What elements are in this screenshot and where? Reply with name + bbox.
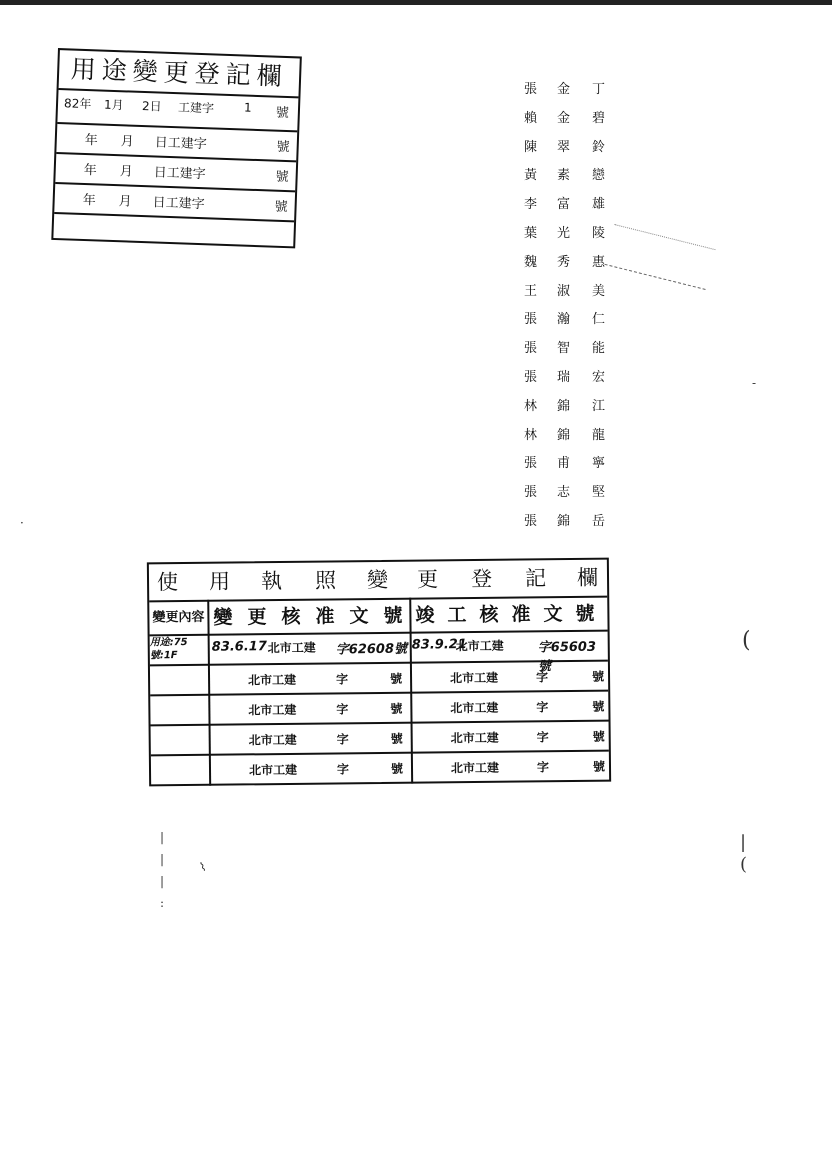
owner-name-row [516,337,616,366]
owner-name-char: 鈴 [592,139,606,155]
blank-approval-zi: 字 [336,732,349,747]
owner-name-row [516,222,616,251]
stamp-row1-office: 工建字 [177,100,215,116]
completion-header-char: 工 [447,604,467,627]
register-rule [151,750,609,757]
stamp-row-office: 日工建字 [152,195,205,213]
approval-header-char: 核 [281,605,301,629]
register-title-char: 欄 [576,565,599,590]
scan-top-edge [0,0,832,5]
owner-name-row [516,251,616,280]
blank-approval-hao: 號 [390,731,403,746]
owner-name-char: 美 [592,283,606,299]
completion-date: 83.9.21 [411,637,467,653]
owner-name-char: 瀚 [557,312,571,328]
owner-name-char: 錦 [557,398,571,414]
blank-completion-zi: 字 [536,730,549,745]
stamp-row-month: 月 [118,194,132,210]
change-content-value: 用途:75 號:1F [149,637,188,662]
completion-number: 字65603號 [537,639,597,675]
completion-header-char: 核 [479,603,499,626]
owner-name-char: 錦 [557,513,571,529]
completion-header-char: 文 [543,603,563,626]
blank-approval-office: 北市工建 [248,672,297,688]
approval-header-char: 文 [349,605,369,628]
blank-completion-office: 北市工建 [450,730,499,746]
owner-name-char: 王 [524,283,538,299]
owner-name-char: 陳 [524,139,538,155]
blank-completion-office: 北市工建 [449,670,499,686]
owner-name-char: 雄 [592,197,606,213]
owner-name-char: 丁 [592,82,606,97]
owner-name-row [516,452,616,481]
completion-header-char: 號 [575,602,595,625]
owner-name-char: 張 [524,513,538,529]
owner-name-char: 碧 [592,110,606,126]
stamp-row-suffix: 號 [275,169,289,186]
owner-name-char: 張 [524,369,538,385]
blank-approval-zi: 字 [336,672,349,687]
owner-name-char: 寧 [592,456,606,472]
owner-name-char: 陵 [592,225,606,241]
owner-name-char: 金 [557,82,571,97]
owner-name-char: 葉 [524,225,538,241]
register-title-char: 記 [524,566,547,591]
approval-header-char: 更 [247,606,267,629]
owner-name-char: 翠 [557,139,571,155]
stamp-row1-suffix: 號 [275,105,290,122]
register-rule [151,720,609,727]
scan-speck: ⌇ [197,859,209,875]
blank-completion-office: 北市工建 [450,760,500,776]
register-title-char: 執 [260,569,283,594]
stamp-row-suffix: 號 [276,139,290,156]
owner-name-char: 瑞 [557,369,571,385]
stamp-row-office: 日工建字 [153,165,206,183]
owner-name-char: 戀 [592,168,606,184]
blank-completion-zi: 字 [536,700,549,715]
blank-approval-hao: 號 [389,671,403,686]
register-title-char: 登 [470,566,493,592]
approval-no-header [209,600,409,634]
stamp-row-suffix: 號 [274,199,288,216]
owner-name-row [516,510,616,539]
stamp-row1-month: 1月 [103,97,124,113]
owner-name-char: 淑 [557,283,571,299]
register-title-char: 照 [314,568,337,593]
owner-name-char: 錦 [557,427,571,443]
approval-date: 83.6.17 [211,639,267,655]
blank-approval-hao: 號 [390,761,404,776]
owner-name-char: 金 [557,110,571,126]
scan-speck: | | | : [160,830,165,910]
blank-completion-office: 北市工建 [450,700,499,716]
register-title-char: 用 [208,569,231,594]
blank-completion-zi: 字 [535,670,549,685]
owner-name-row [516,136,616,165]
approval-header-char: 准 [315,605,335,628]
owner-name-char: 江 [592,398,606,414]
owner-name-char: 張 [524,312,538,328]
completion-no-header [411,598,611,632]
owner-name-char: 宏 [592,369,606,385]
owner-name-char: 張 [524,82,538,97]
owner-name-char: 李 [524,197,538,213]
scan-speck: ( [742,628,751,653]
stamp-row-month: 月 [120,134,135,150]
scan-speck: · [20,516,24,530]
owner-name-char: 智 [557,341,571,357]
approval-header-char: 號 [383,604,403,627]
owner-name-row [516,164,616,193]
owner-name-row [516,107,616,136]
register-title-char: 變 [366,567,389,593]
owner-name-char: 林 [524,398,538,414]
blank-approval-office: 北市工建 [248,702,297,718]
owner-name-char: 惠 [592,254,606,270]
blank-completion-hao: 號 [592,699,605,714]
owner-name-row [516,308,616,337]
owner-name-char: 能 [592,341,606,357]
owner-name-row [516,424,616,453]
owner-name-char: 龍 [592,427,606,443]
stamp-row1-number: 1 [243,100,252,115]
completion-office: 北市工建 [455,638,504,654]
owner-name-char: 黃 [524,168,538,184]
owner-name-char: 賴 [524,110,538,126]
owner-name-char: 仁 [592,312,606,328]
approval-header-char: 變 [213,606,233,629]
stamp-title: 用途變更登記欄 [70,54,289,92]
owner-name-char: 光 [557,225,571,241]
faint-seal-mark [604,224,715,290]
blank-completion-hao: 號 [591,669,605,684]
register-title-char: 更 [416,567,439,592]
owner-name-row [516,366,616,395]
approval-number: 字62608號 [335,641,408,658]
owner-name-char: 岳 [592,513,606,529]
register-title [149,560,607,601]
blank-approval-hao: 號 [390,701,403,716]
blank-completion-zi: 字 [536,760,550,775]
owner-name-char: 張 [524,456,538,472]
owner-name-row [516,193,616,222]
stamp-row1-year: 82年 [63,96,92,112]
stamp-row-year: 年 [82,192,96,209]
owner-name-char: 甫 [557,456,571,472]
owner-name-char: 富 [557,197,571,213]
owner-name-char: 志 [557,485,571,501]
stamp-row1-day: 2日 [141,98,162,114]
scan-speck: - [752,376,757,390]
blank-completion-hao: 號 [592,729,605,744]
owner-name-char: 堅 [592,485,606,501]
owner-name-char: 張 [524,341,538,357]
owner-name-row [516,78,616,107]
owner-name-char: 林 [524,427,538,443]
stamp-row-year: 年 [83,162,98,179]
stamp-row-office: 日工建字 [154,135,207,153]
register-rule [150,690,608,697]
blank-approval-office: 北市工建 [248,732,297,748]
blank-completion-hao: 號 [592,759,606,774]
stamp-row-year: 年 [84,132,99,149]
owner-name-row [516,280,616,309]
owner-name-row [516,481,616,510]
usage-change-stamp [51,48,302,248]
owner-name-char: 魏 [524,254,538,270]
license-change-register [147,558,611,787]
completion-header-char: 准 [511,603,531,626]
approval-office: 北市工建 [267,640,316,656]
blank-approval-office: 北市工建 [248,762,298,778]
scan-speck: | ( [740,832,748,875]
register-title-char: 使 [156,570,179,595]
blank-approval-zi: 字 [336,702,349,717]
owner-name-char: 張 [524,485,538,501]
owner-name-char: 素 [557,168,571,184]
stamp-row-month: 月 [119,164,133,180]
blank-approval-zi: 字 [336,762,350,777]
change-content-header: 變更內容 [152,609,205,626]
owner-name-row [516,395,616,424]
owner-name-char: 秀 [557,254,571,270]
completion-header-char: 竣 [415,604,435,627]
owner-names-list [516,78,616,539]
